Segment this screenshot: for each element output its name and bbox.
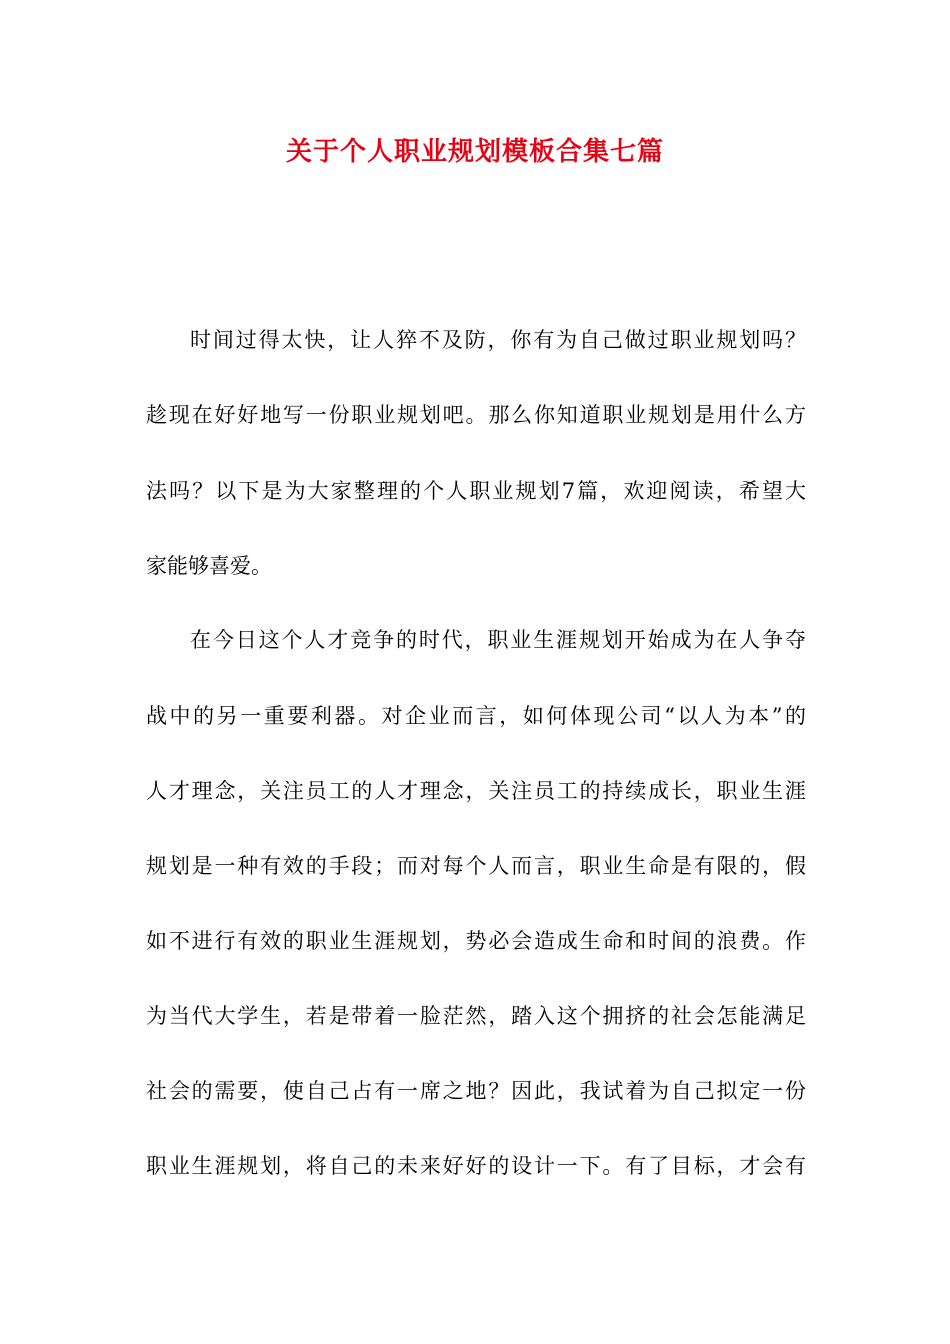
text-line: 人才理念，关注员工的人才理念，关注员工的持续成长，职业生涯	[146, 779, 806, 803]
text-line: 规划是一种有效的手段；而对每个人而言，职业生命是有限的，假	[146, 854, 806, 878]
text-line: 趁现在好好地写一份职业规划吧。那么你知道职业规划是用什么方	[146, 403, 806, 427]
text-line: 时间过得太快，让人猝不及防，你有为自己做过职业规划吗？	[190, 328, 806, 352]
text-line: 在今日这个人才竞争的时代，职业生涯规划开始成为在人争夺	[190, 628, 806, 652]
text-line: 家能够喜爱。	[146, 554, 272, 578]
text-line: 职业生涯规划，将自己的未来好好的设计一下。有了目标，才会有	[146, 1154, 806, 1178]
text-line: 为当代大学生，若是带着一脸茫然，踏入这个拥挤的社会怎能满足	[146, 1004, 806, 1028]
text-line: 法吗？以下是为大家整理的个人职业规划7篇，欢迎阅读，希望大	[146, 479, 806, 503]
text-line: 如不进行有效的职业生涯规划，势必会造成生命和时间的浪费。作	[146, 929, 806, 953]
document-title: 关于个人职业规划模板合集七篇	[285, 137, 664, 167]
text-line: 社会的需要，使自己占有一席之地？因此，我试着为自己拟定一份	[146, 1079, 806, 1103]
text-line: 战中的另一重要利器。对企业而言，如何体现公司“以人为本”的	[146, 704, 806, 728]
